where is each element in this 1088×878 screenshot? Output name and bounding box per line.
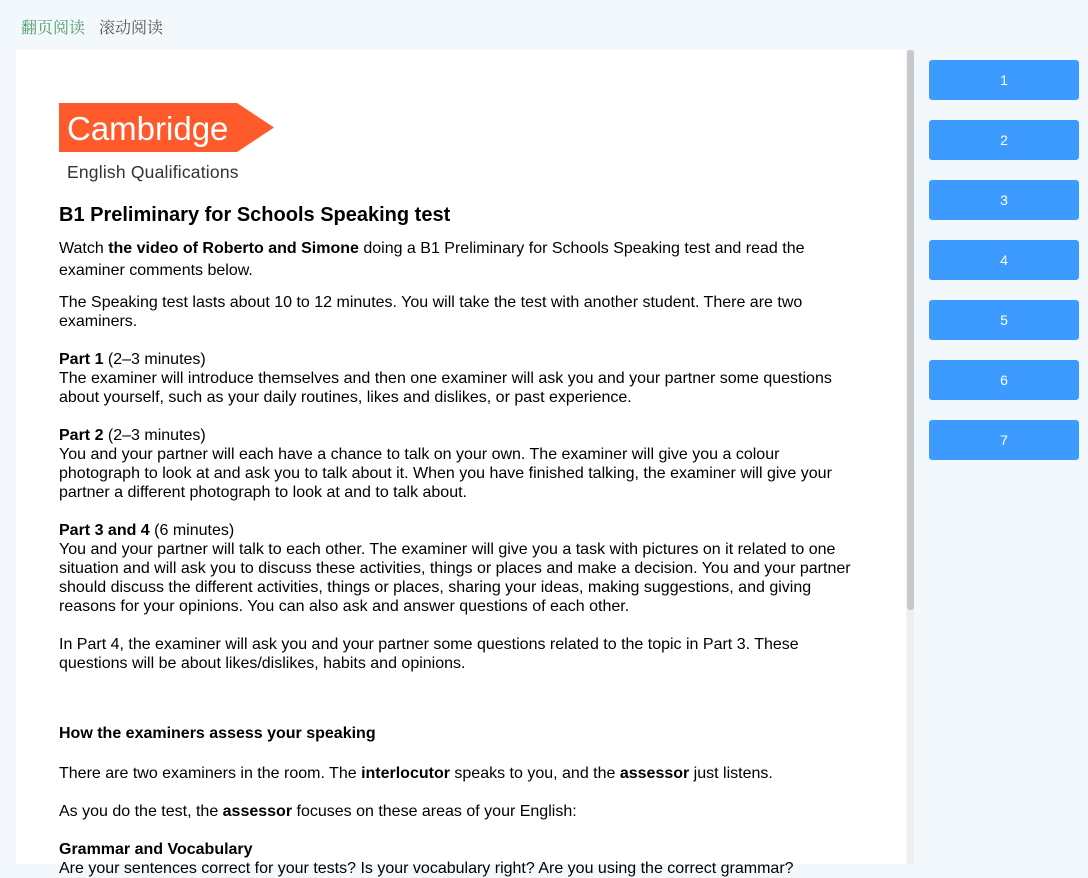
part1-text: The examiner will introduce themselves and then one examiner will ask you and your partner some questions about yourself, such as your daily routines, likes and dislikes, or past experience. [59,370,832,406]
intro-paragraph: Watch the video of Roberto and Simone doing a B1 Preliminary for Schools Speaking test and read the examiner comments below. [59,240,805,279]
scroll-reading-mode-button[interactable]: 滚动阅读 [99,20,164,37]
page-reading-mode-button[interactable]: 翻页阅读 [21,20,86,37]
part1-heading: Part 1 [59,351,104,368]
logo-subtitle: English Qualifications [67,162,239,182]
page-button-7[interactable]: 7 [929,420,1079,460]
grammar-vocabulary-heading: Grammar and Vocabulary [59,841,253,858]
document-scrollbar[interactable] [907,50,914,864]
page-button-5[interactable]: 5 [929,300,1079,340]
part2-text: You and your partner will each have a chance to talk on your own. The examiner will give you a colour photograph to look at and ask you to talk about it. When you have finished talking, the examiner will give your partner a different photograph to look at and to talk about. [59,446,832,501]
part2-section: Part 2 (2–3 minutes) You and your partner will each have a chance to talk on your own. The examiner will give you a colour photograph to look at and ask you to talk about it. When you have finished talking, the examiner will give your partner a different photograph to look at and to talk about. [59,427,832,501]
logo-brand-text: Cambridge [67,110,229,147]
test-length-paragraph: The Speaking test lasts about 10 to 12 minutes. You will take the test with another student. There are two examiners. [59,294,803,330]
part34-heading: Part 3 and 4 [59,522,150,539]
page-button-1[interactable]: 1 [929,60,1079,100]
grammar-vocabulary-section [59,840,859,878]
examiners-paragraph: There are two examiners in the room. The interlocutor speaks to you, and the assessor just listens. [59,765,773,782]
part34-section: Part 3 and 4 (6 minutes) You and your partner will talk to each other. The examiner will give you a task with pictures on it related to one situation and will ask you to discuss these activities, things or places and make a decision. You and your partner should discuss the different activities, things or places, sharing your ideas, making suggestions, and giving reasons for your opinions. You can also ask and answer questions of each other. [59,522,851,615]
page-button-4[interactable]: 4 [929,240,1079,280]
page-title: B1 Preliminary for Schools Speaking test [59,204,451,226]
page-button-2[interactable]: 2 [929,120,1079,160]
page-button-3[interactable]: 3 [929,180,1079,220]
part1-section: Part 1 (2–3 minutes) The examiner will introduce themselves and then one examiner will ask you and your partner some questions about yourself, such as your daily routines, likes and dislikes, or past experience. [59,351,832,406]
part34-text: You and your partner will talk to each other. The examiner will give you a task with pictures on it related to one situation and will ask you to discuss these activities, things or places and make a decision. You and your partner should discuss the different activities, things or places, sharing your ideas, making suggestions, and giving reasons for your opinions. You can also ask and answer questions of each other. [59,541,851,615]
document-page [16,50,906,877]
top-bar [0,0,1088,50]
part4-paragraph: In Part 4, the examiner will ask you and your partner some questions related to the topic in Part 3. These questions will be about likes/dislikes, habits and opinions. [59,636,799,672]
assessor-focus-paragraph: As you do the test, the assessor focuses on these areas of your English: [59,803,577,820]
video-link-text[interactable]: the video of Roberto and Simone [108,240,359,257]
part2-heading: Part 2 [59,427,104,444]
page-button-6[interactable]: 6 [929,360,1079,400]
grammar-vocabulary-text: Are your sentences correct for your tests? Is your vocabulary right? Are you using the correct grammar? [59,860,794,877]
scrollbar-thumb[interactable] [907,50,914,610]
assess-heading: How the examiners assess your speaking [59,725,376,742]
